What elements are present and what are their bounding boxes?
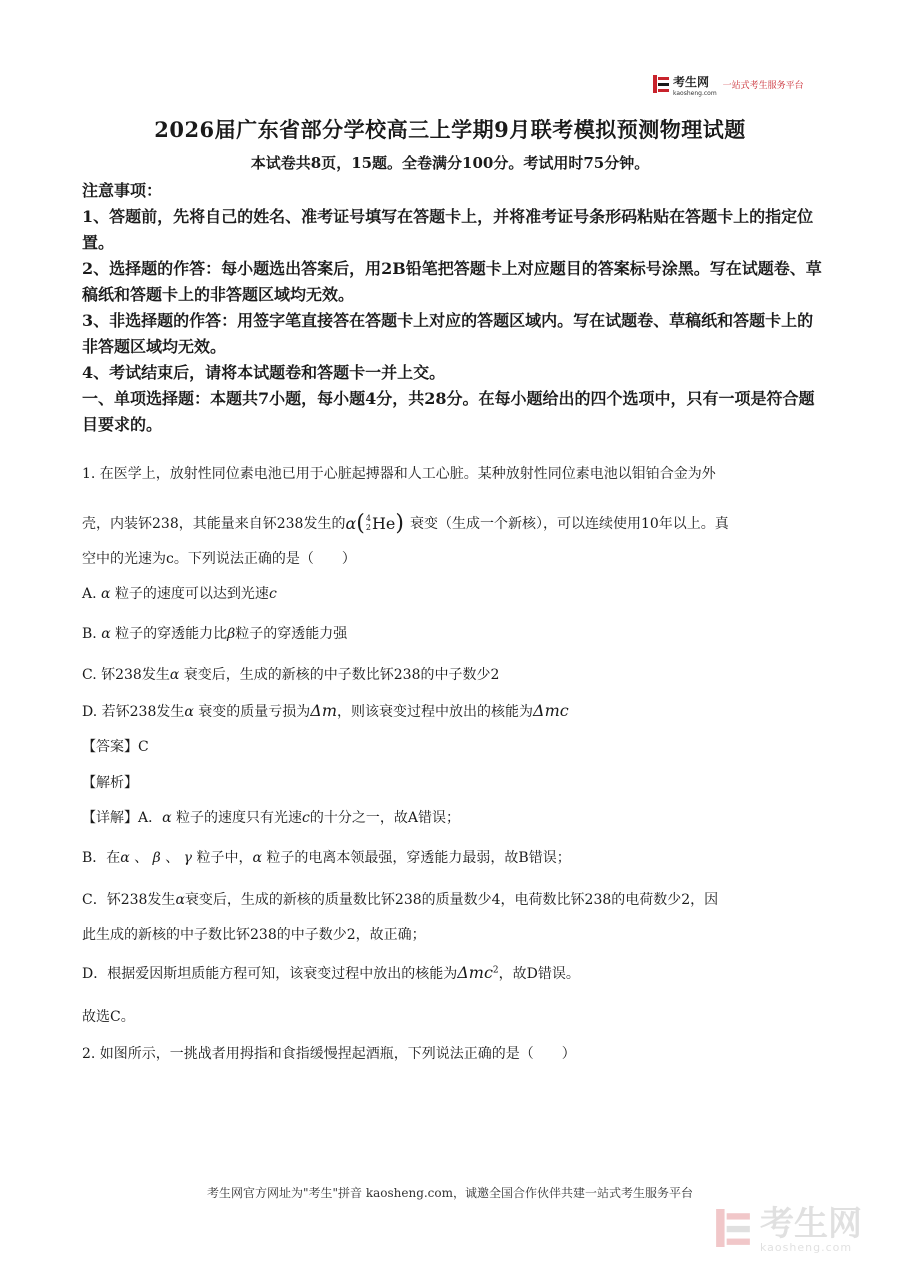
q1-line2: 壳，内装钚238，其能量来自钚238发生的 α ( 4 2 He ) 衰变（生成一个新核），可以连续使用10年以上。真: [82, 510, 729, 536]
logo-name: 考生网: [673, 75, 710, 89]
notice-item: 2、选择题的作答：每小题选出答案后，用2B铅笔把答题卡上对应题目的答案标号涂黑。写在试题卷、草稿纸和答题卡上的非答题区域均无效。: [82, 259, 822, 304]
q1-option-b: B. α 粒子的穿透能力比β粒子的穿透能力强: [82, 626, 348, 642]
alpha-symbol: α: [101, 626, 111, 642]
q1-line1: 1. 在医学上，放射性同位素电池已用于心脏起搏器和人工心脏。某种放射性同位素电池以钼铂合金为外: [82, 466, 716, 482]
detail-b: B．在α 、 β 、 γ 粒子中，α 粒子的电离本领最强，穿透能力最弱，故B错误；: [82, 850, 571, 866]
page-footer: 考生网官方网址为"考生"拼音 kaosheng.com，诚邀全国合作伙伴共建一站式考生服务平台: [206, 1186, 694, 1200]
detail-d: D．根据爱因斯坦质能方程可知，该衰变过程中放出的核能为Δmc$^2$，故D错误。: [82, 963, 580, 982]
notice-block: [82, 178, 822, 438]
analysis-label: 【解析】: [82, 775, 138, 791]
alpha-symbol: α: [169, 667, 180, 683]
gamma-symbol: γ: [183, 850, 193, 866]
notice-item: 3、非选择题的作答：用签字笔直接答在答题卡上对应的答题区域内。写在试题卷、草稿纸和答题卡上的非答题区域均无效。: [82, 311, 814, 356]
q1-option-c: C. 钚238发生α 衰变后，生成的新核的中子数比钚238的中子数少2: [82, 667, 500, 683]
header-logo: [652, 72, 804, 96]
detail-c: C．钚238发生α衰变后，生成的新核的质量数比钚238的质量数少4，电荷数比钚238的电荷数少2，因: [82, 892, 719, 908]
q2-line1: 2. 如图所示，一挑战者用拇指和食指缓慢捏起酒瓶，下列说法正确的是（ ）: [82, 1046, 576, 1062]
alpha-symbol: α: [101, 586, 111, 602]
q1-line3: 空中的光速为c。下列说法正确的是（ ）: [82, 551, 356, 567]
answer-label: 【答案】: [82, 739, 138, 755]
q1-option-a: A. α 粒子的速度可以达到光速c: [82, 586, 277, 602]
energy-formula: Δmc: [457, 963, 493, 982]
beta-symbol: β: [227, 626, 236, 642]
watermark-url: kaosheng.com: [760, 1240, 853, 1254]
logo-url: kaosheng.com: [673, 90, 717, 97]
q1-line2b: 衰变（生成一个新核），可以连续使用10年以上。真: [409, 516, 729, 532]
q1-line2a: 壳，内装钚238，其能量来自钚238发生的: [82, 516, 346, 532]
he-charge-number: 2: [365, 523, 371, 532]
watermark-name: 考生网: [760, 1203, 862, 1244]
kaosheng-logo-icon: [652, 74, 670, 94]
page-subtitle: 本试卷共8页，15题。全卷满分100分。考试用时75分钟。: [250, 154, 650, 172]
q1-option-d: D. 若钚238发生α 衰变的质量亏损为Δm，则该衰变过程中放出的核能为Δmc: [82, 701, 569, 720]
logo-slogan: 一站式考生服务平台: [722, 80, 804, 91]
alpha-symbol: α: [175, 892, 185, 908]
alpha-symbol: α: [184, 704, 194, 720]
notice-item: 1、答题前，先将自己的姓名、准考证号填写在答题卡上，并将准考证号条形码粘贴在答题卡上的指定位置。: [82, 207, 814, 252]
notice-heading: 注意事项：: [82, 181, 163, 200]
alpha-symbol: α: [162, 810, 172, 826]
answer-line: [82, 736, 149, 756]
watermark: [714, 1203, 862, 1254]
he-symbol: He: [371, 513, 396, 533]
detail-c-line2: 此生成的新核的中子数比钚238的中子数少2，故正确；: [82, 927, 426, 943]
alpha-symbol: α: [252, 850, 262, 866]
notice-item: 4、考试结束后，请将本试题卷和答题卡一并上交。: [82, 363, 446, 382]
he-mass-number: 4: [365, 514, 371, 523]
watermark-logo-icon: [714, 1206, 752, 1254]
conclusion: 故选C。: [82, 1009, 135, 1025]
section-heading: 一、单项选择题：本题共7小题，每小题4分，共28分。在每小题给出的四个选项中，只有一项是符合题目要求的。: [82, 389, 815, 434]
page-title: 2026届广东省部分学校高三上学期9月联考模拟预测物理试题: [154, 117, 746, 142]
alpha-symbol: α: [345, 513, 357, 533]
alpha-symbol: α: [120, 850, 130, 866]
detail-a: 【详解】A．α 粒子的速度只有光速c的十分之一，故A错误；: [82, 810, 461, 826]
answer-value: C: [138, 739, 149, 755]
beta-symbol: β: [152, 850, 161, 866]
